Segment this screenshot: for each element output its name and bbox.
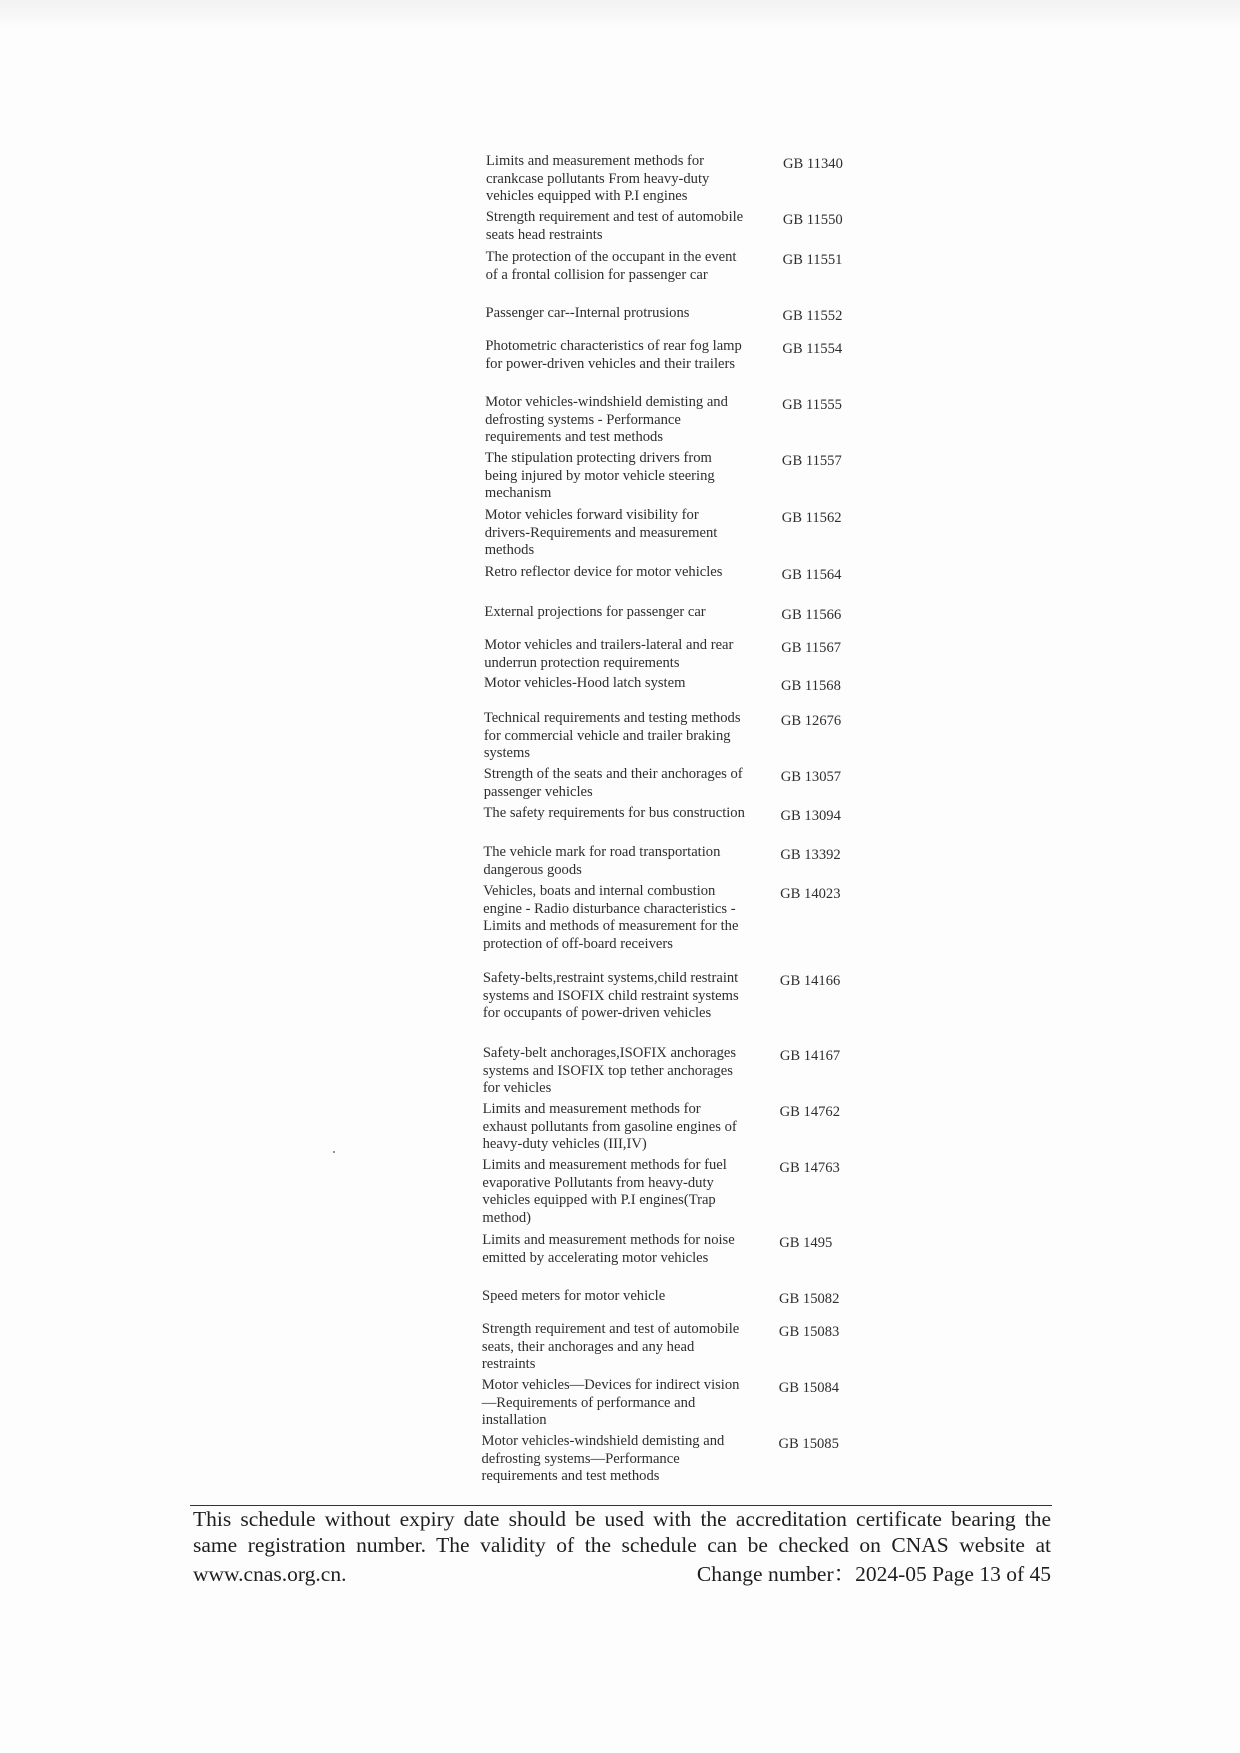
standard-description: Strength requirement and test of automobile seats head restraints bbox=[485, 209, 744, 243]
standard-description: Motor vehicles-windshield demisting and defrosting systems - Performance requirements and test methods bbox=[485, 394, 728, 446]
table-row bbox=[483, 766, 842, 801]
standard-description: Motor vehicles forward visibility for drivers-Requirements and measurement methods bbox=[484, 507, 718, 559]
standard-description: Passenger car--Internal protrusions bbox=[485, 305, 690, 321]
standard-description: The vehicle mark for road transportation dangerous goods bbox=[483, 844, 721, 878]
table-row bbox=[482, 970, 841, 1023]
standard-description: The protection of the occupant in the event of a frontal collision for passenger car bbox=[485, 249, 737, 283]
standard-code: GB 12676 bbox=[780, 713, 842, 729]
standard-code: GB 11552 bbox=[782, 308, 843, 324]
standard-code: GB 14763 bbox=[779, 1160, 840, 1176]
footer-line-1: This schedule without expiry date should be used with the accreditation certificate bearing the bbox=[193, 1507, 1051, 1531]
standard-description: Retro reflector device for motor vehicles bbox=[484, 564, 723, 580]
standard-code: GB 11566 bbox=[781, 607, 842, 623]
table-row bbox=[484, 564, 842, 583]
table-row bbox=[486, 153, 843, 206]
standard-description: Motor vehicles—Devices for indirect vision—Requirements of performance and installation bbox=[481, 1377, 740, 1429]
standard-code: GB 11554 bbox=[782, 341, 843, 357]
standard-code: GB 11550 bbox=[782, 212, 843, 228]
table-row bbox=[483, 710, 842, 763]
standard-description: Safety-belts,restraint systems,child restraint systems and ISOFIX child restraint systems for occupants of power-driven vehicles bbox=[482, 970, 739, 1022]
standard-code: GB 15085 bbox=[778, 1436, 839, 1452]
standard-code: GB 15082 bbox=[779, 1291, 840, 1307]
standard-description: Safety-belt anchorages,ISOFIX anchorages systems and ISOFIX top tether anchorages for vehicles bbox=[482, 1045, 737, 1097]
scan-shadow bbox=[0, 0, 1240, 30]
standard-code: GB 15084 bbox=[778, 1380, 840, 1396]
standard-code: GB 13057 bbox=[780, 769, 842, 785]
table-row bbox=[482, 1101, 841, 1154]
table-row bbox=[482, 1288, 840, 1307]
footer-notice bbox=[193, 1506, 1051, 1558]
standard-description: Motor vehicles and trailers-lateral and rear underrun protection requirements bbox=[484, 637, 734, 671]
table-row bbox=[484, 604, 842, 623]
standard-code: GB 11551 bbox=[782, 252, 843, 268]
table-row bbox=[482, 1157, 840, 1227]
table-row bbox=[481, 1321, 840, 1374]
table-row bbox=[483, 883, 841, 953]
standard-code: GB 15083 bbox=[778, 1324, 840, 1340]
table-row bbox=[482, 1232, 833, 1267]
table-row bbox=[481, 1377, 840, 1430]
table-row bbox=[483, 805, 841, 824]
standard-code: GB 11567 bbox=[781, 640, 842, 656]
table-row bbox=[484, 507, 842, 560]
footer-line-3 bbox=[193, 1561, 1051, 1587]
standard-description: Strength of the seats and their anchorages of passenger vehicles bbox=[483, 766, 743, 800]
standard-description: Technical requirements and testing methods for commercial vehicle and trailer braking systems bbox=[483, 710, 741, 762]
standard-description: External projections for passenger car bbox=[484, 604, 706, 620]
standard-code: GB 11555 bbox=[782, 397, 842, 413]
table-row bbox=[485, 394, 842, 447]
standard-code: GB 13392 bbox=[780, 847, 841, 863]
standard-code: GB 11568 bbox=[781, 678, 841, 694]
standard-code: GB 14166 bbox=[779, 973, 841, 989]
standard-description: Speed meters for motor vehicle bbox=[482, 1288, 666, 1304]
standard-code: GB 14762 bbox=[779, 1104, 841, 1120]
table-row bbox=[481, 1433, 839, 1486]
standard-description: Photometric characteristics of rear fog lamp for power-driven vehicles and their trailers bbox=[485, 338, 742, 372]
standard-description: Limits and measurement methods for noise emitted by accelerating motor vehicles bbox=[482, 1232, 735, 1266]
standard-code: GB 14023 bbox=[780, 886, 841, 902]
standard-description: Limits and measurement methods for exhaust pollutants from gasoline engines of heavy-duty vehicles (III,IV) bbox=[482, 1101, 737, 1153]
standard-code: GB 1495 bbox=[779, 1235, 833, 1251]
footer-website: www.cnas.org.cn. bbox=[193, 1562, 347, 1586]
standard-code: GB 11340 bbox=[783, 156, 843, 172]
table-row bbox=[484, 675, 841, 694]
standard-description: Limits and measurement methods for fuel evaporative Pollutants from heavy-duty vehicles equipped with P.I engines(Trap method) bbox=[482, 1157, 727, 1226]
standard-description: Motor vehicles-Hood latch system bbox=[484, 675, 686, 691]
standard-description: The stipulation protecting drivers from being injured by motor vehicle steering mechanism bbox=[484, 450, 715, 502]
standard-code: GB 11562 bbox=[781, 510, 842, 526]
table-row bbox=[485, 249, 843, 284]
standard-code: GB 13094 bbox=[780, 808, 841, 824]
standard-description: Vehicles, boats and internal combustion engine - Radio disturbance characteristics - Limits and methods of measurement for the protection of off-board receivers bbox=[483, 883, 739, 952]
table-row bbox=[484, 637, 842, 672]
standard-description: Motor vehicles-windshield demisting and defrosting systems—Performance requirements and test methods bbox=[481, 1433, 725, 1485]
table-row bbox=[483, 844, 841, 879]
standard-code: GB 11557 bbox=[781, 453, 842, 469]
table-row bbox=[485, 305, 843, 324]
table-row bbox=[485, 209, 843, 244]
standard-description: Limits and measurement methods for crankcase pollutants From heavy-duty vehicles equipped with P.I engines bbox=[486, 153, 710, 205]
standard-description: The safety requirements for bus construction bbox=[483, 805, 745, 821]
footer-line-2: same registration number. The validity of the schedule can be checked on CNAS website at bbox=[193, 1533, 1051, 1557]
table-row bbox=[482, 1045, 841, 1098]
footer-change-number: Change number：2024-05 Page 13 of 45 bbox=[696, 1562, 1051, 1586]
standard-code: GB 14167 bbox=[779, 1048, 841, 1064]
standard-description: Strength requirement and test of automobile seats, their anchorages and any head restraints bbox=[481, 1321, 740, 1373]
scan-speck bbox=[333, 1151, 335, 1153]
standard-code: GB 11564 bbox=[781, 567, 842, 583]
table-row bbox=[484, 450, 842, 503]
table-row bbox=[485, 338, 843, 373]
